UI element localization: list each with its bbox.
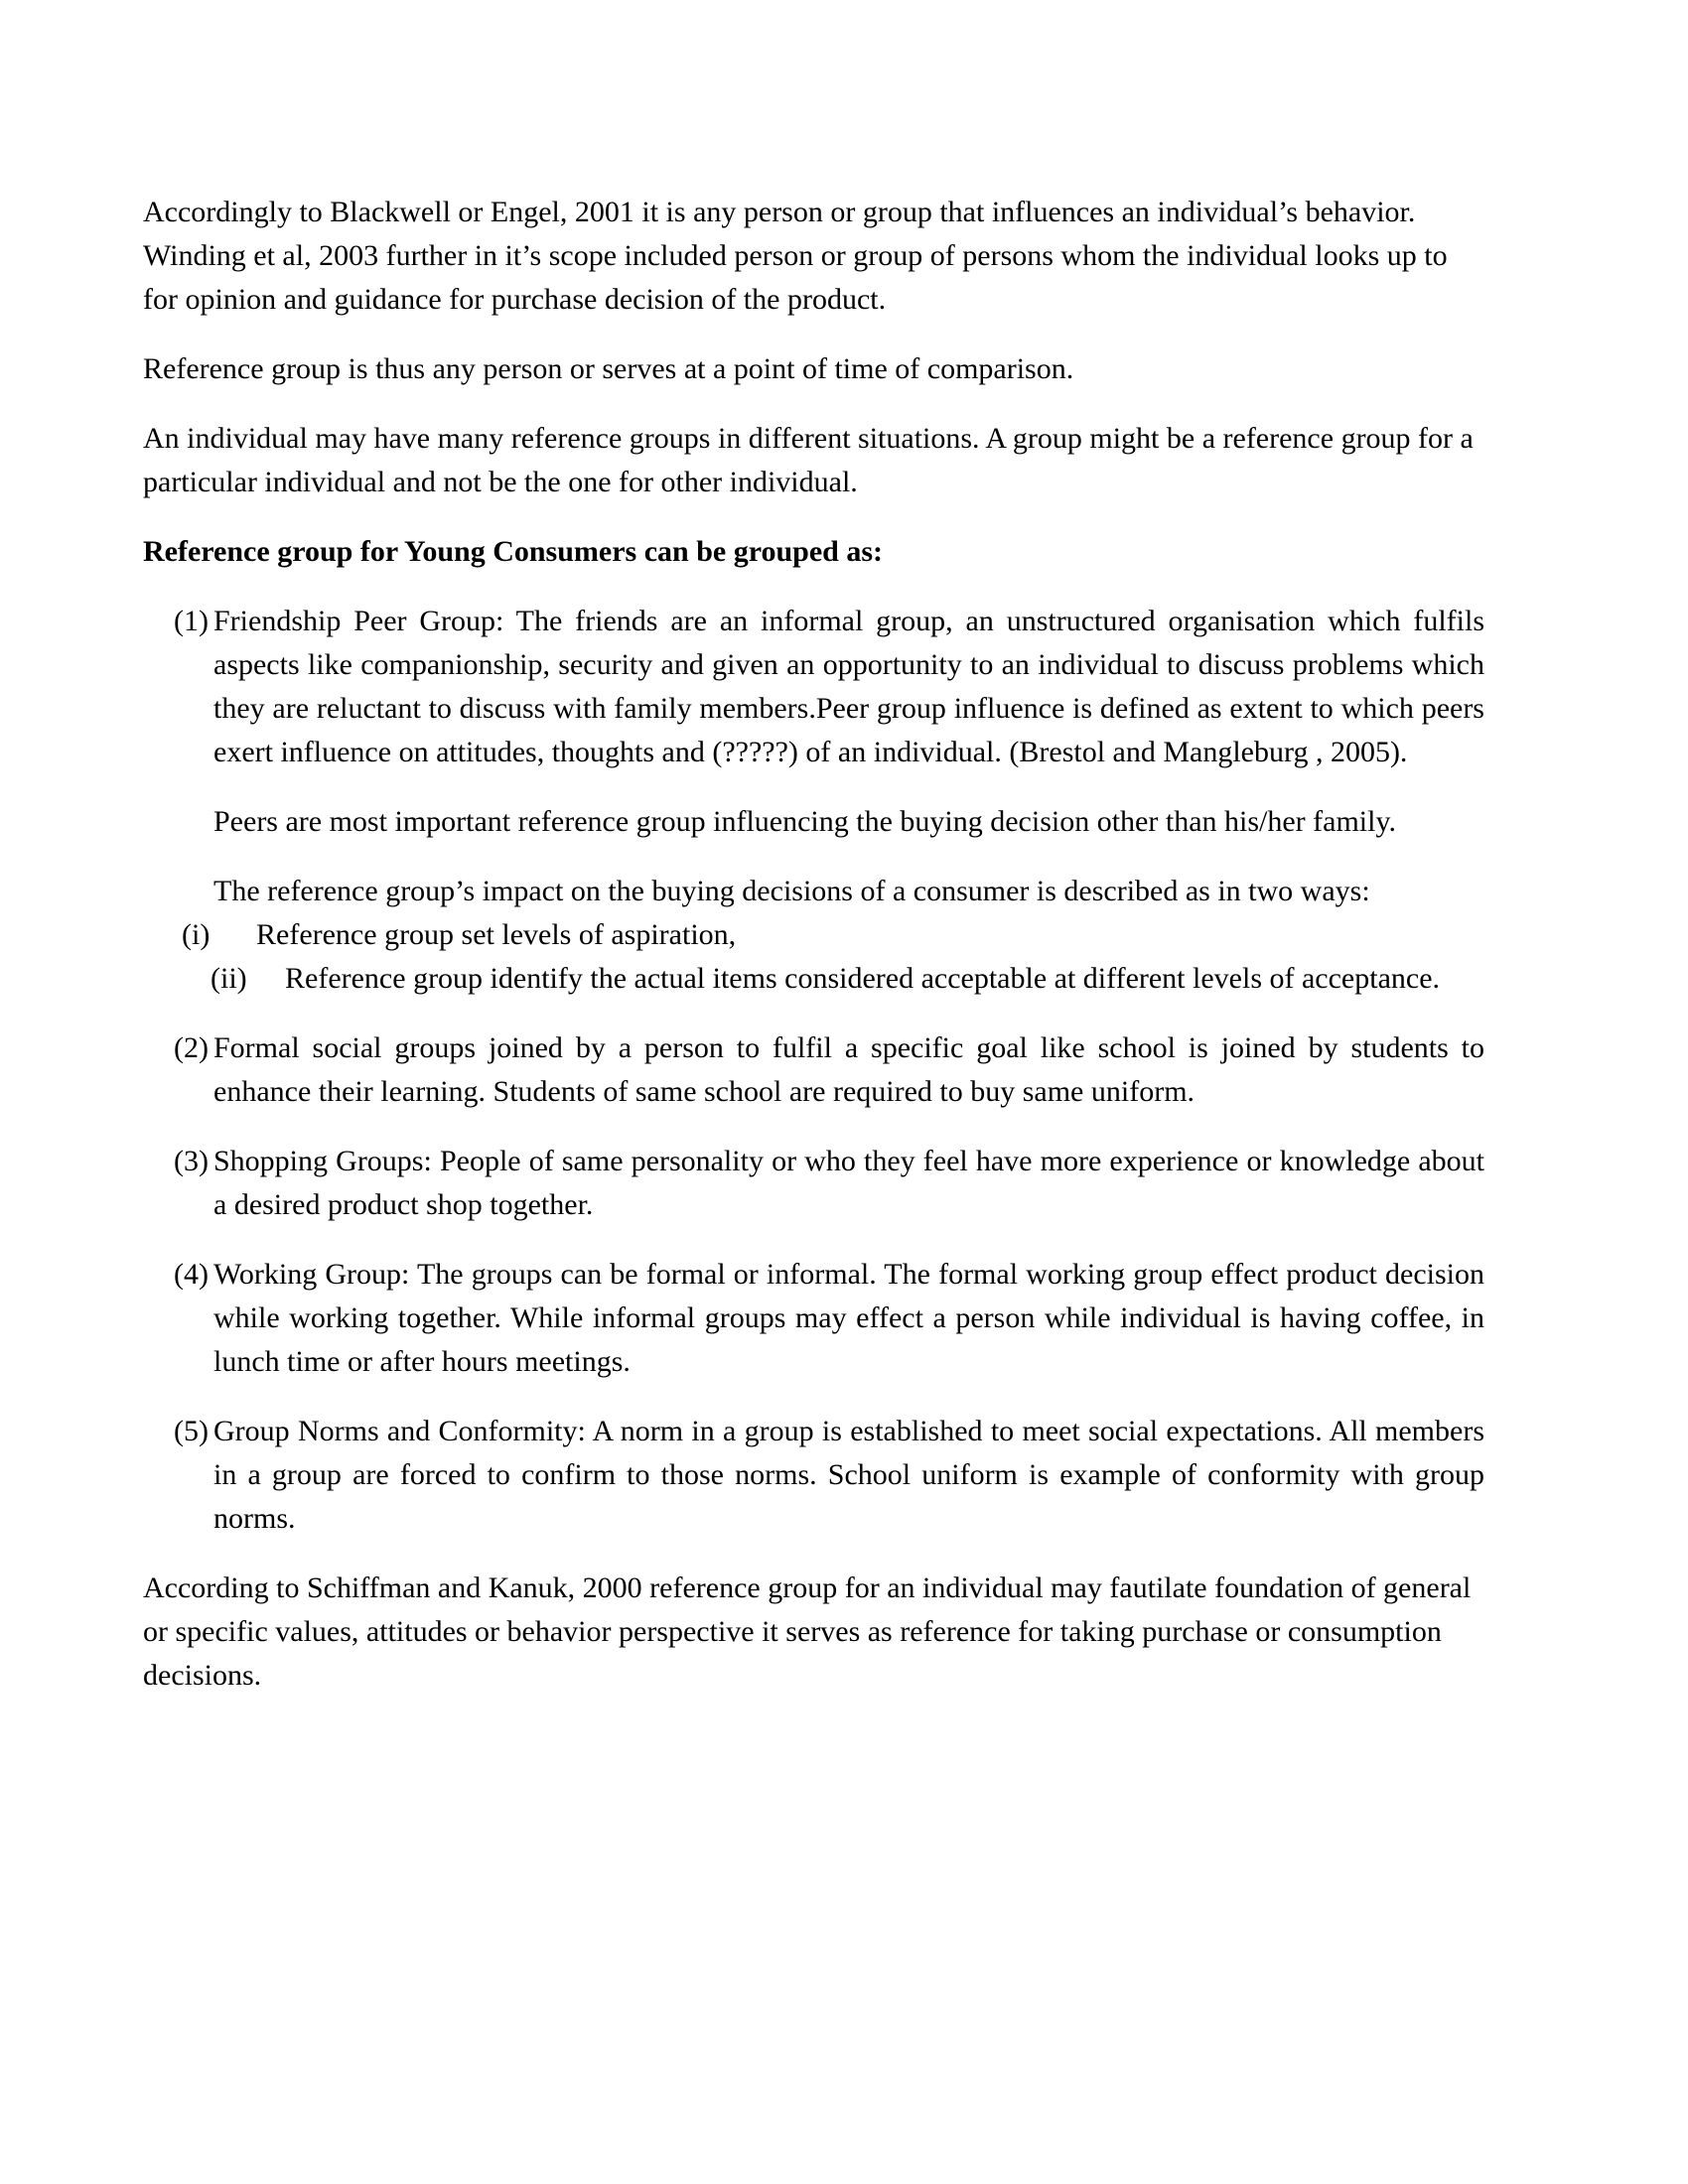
numbered-item-4 xyxy=(174,1253,1484,1384)
intro-paragraph-2: Reference group is thus any person or serves at a point of time of comparison. xyxy=(143,352,1074,385)
item-text: Reference group set levels of aspiration, xyxy=(256,918,737,951)
item1-sub-paragraph-1: Peers are most important reference group influencing the buying decision other than his/her family. xyxy=(213,805,1397,838)
numbered-item-1 xyxy=(174,600,1484,774)
item-number: (i) xyxy=(182,918,211,951)
closing-paragraph: According to Schiffman and Kanuk, 2000 reference group for an individual may fautilate foundation of general or specific values, attitudes or behavior perspective it serves as reference for taking purchase or consumption decisions. xyxy=(143,1571,1472,1692)
item-text: Formal social groups joined by a person to fulfil a specific goal like school is joined by students to enhance their learning. Students of same school are required to buy same uniform. xyxy=(213,1031,1484,1108)
intro-paragraph-3: An individual may have many reference groups in different situations. A group might be a reference group for a particular individual and not be the one for other individual. xyxy=(143,422,1474,498)
item-text: Friendship Peer Group: The friends are an informal group, an unstructured organisation which fulfils aspects like companionship, security and given an opportunity to an individual to discuss problems which they are reluctant to discuss with family members.Peer group influence is defined as extent to which peers exert influence on attitudes, thoughts and (?????) of an individual. (Brestol and Mangleburg , 2005). xyxy=(213,605,1484,768)
item-number: (3) xyxy=(174,1145,209,1177)
numbered-item-3 xyxy=(174,1140,1484,1227)
item-text: Group Norms and Conformity: A norm in a group is established to meet social expectations. All members in a group are forced to confirm to those norms. School uniform is example of conformity with group norms. xyxy=(213,1415,1484,1535)
item1-sub-paragraph-2: The reference group’s impact on the buying decisions of a consumer is described as in two ways: xyxy=(213,875,1370,907)
section-heading: Reference group for Young Consumers can be grouped as: xyxy=(143,535,884,568)
item-number: (4) xyxy=(174,1258,209,1291)
item-number: (ii) xyxy=(211,962,247,995)
item-text: Working Group: The groups can be formal or informal. The formal working group effect product decision while working together. While informal groups may effect a person while individual is having coffee, in lunch time or after hours meetings. xyxy=(213,1258,1484,1378)
item-number: (5) xyxy=(174,1415,209,1447)
numbered-item-2 xyxy=(174,1026,1484,1114)
item-number: (1) xyxy=(174,605,209,637)
intro-paragraph-1: Accordingly to Blackwell or Engel, 2001 it is any person or group that influences an individual’s behavior. Winding et al, 2003 further in it’s scope included person or group of persons whom the individual looks up to for opinion and guidance for purchase decision of the product. xyxy=(143,196,1448,316)
numbered-item-5 xyxy=(174,1410,1484,1541)
roman-item-ii xyxy=(211,957,1484,1001)
item-number: (2) xyxy=(174,1031,209,1064)
item-text: Reference group identify the actual items considered acceptable at different levels of acceptance. xyxy=(285,962,1441,995)
roman-item-i xyxy=(182,913,1484,957)
item-text: Shopping Groups: People of same personality or who they feel have more experience or knowledge about a desired product shop together. xyxy=(213,1145,1484,1221)
